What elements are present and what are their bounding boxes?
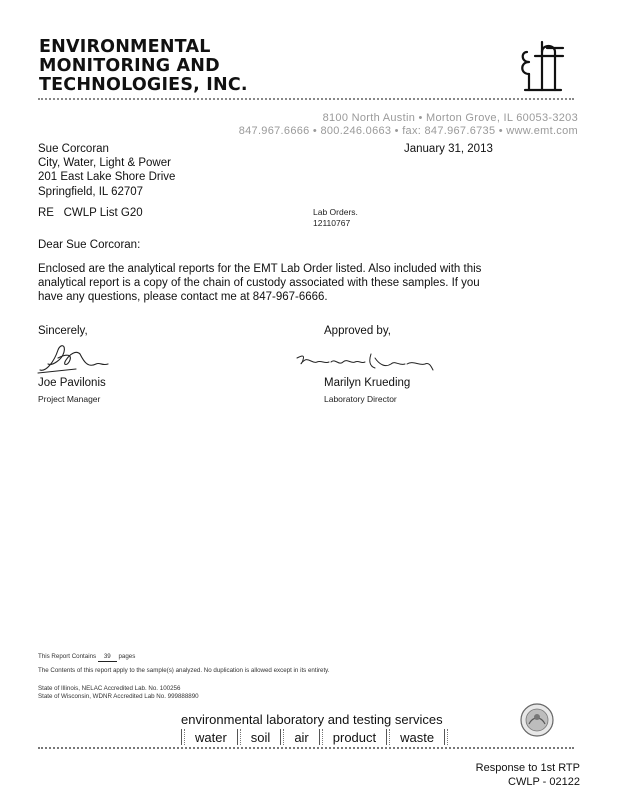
services-list — [181, 729, 448, 745]
report-suffix: pages — [118, 653, 136, 660]
signer-left-title: Project Manager — [38, 394, 101, 404]
accreditation — [38, 685, 199, 701]
re-label: RE — [38, 207, 54, 219]
lab-orders-label: Lab Orders. — [313, 207, 358, 217]
report-prefix: This Report Contains — [38, 653, 97, 660]
letterhead-rule — [38, 98, 574, 100]
recipient-org: City, Water, Light & Power — [38, 157, 171, 170]
accreditation-wisconsin: State of Wisconsin, WDNR Accredited Lab No. 999888890 — [38, 693, 199, 700]
stamp-line-1: Response to 1st RTP — [475, 762, 580, 774]
lab-orders — [313, 207, 358, 229]
service-divider — [444, 729, 448, 745]
service-soil: soil — [250, 729, 271, 745]
closing-left: Sincerely, — [38, 325, 88, 337]
recipient-street: 201 East Lake Shore Drive — [38, 171, 176, 184]
re-line — [38, 206, 143, 220]
re-value: CWLP List G20 — [63, 207, 143, 219]
signer-left-name: Joe Pavilonis — [38, 377, 106, 389]
lab-orders-number: 12110767 — [313, 218, 351, 228]
signer-right-title: Laboratory Director — [324, 394, 397, 404]
signature-krueding — [295, 350, 435, 376]
service-water: water — [195, 729, 227, 745]
body-line-1: Enclosed are the analytical reports for the EMT Lab Order listed. Also included with this — [38, 263, 482, 275]
company-address: 8100 North Austin • Morton Grove, IL 60053-3203 — [322, 112, 578, 124]
emt-logo-icon — [517, 38, 567, 94]
company-name — [39, 38, 248, 95]
recipient-block — [38, 142, 175, 199]
services-title: environmental laboratory and testing services — [181, 712, 443, 727]
company-line-1: ENVIRONMENTAL — [39, 37, 211, 57]
company-line-2: MONITORING AND — [39, 56, 220, 76]
stamp-line-2: CWLP - 02122 — [508, 776, 580, 788]
report-page-count — [38, 653, 135, 662]
service-waste: waste — [400, 729, 435, 745]
page-count: 39 — [98, 653, 117, 662]
footer-rule — [38, 747, 574, 749]
signer-right-name: Marilyn Krueding — [324, 377, 411, 389]
closing-right: Approved by, — [324, 325, 391, 337]
company-line-3: TECHNOLOGIES, INC. — [39, 75, 248, 95]
salutation: Dear Sue Corcoran: — [38, 239, 141, 251]
body-line-3: have any questions, please contact me at 847-967-6666. — [38, 291, 328, 304]
service-product: product — [332, 729, 377, 745]
report-disclaimer: The Contents of this report apply to the sample(s) analyzed. No duplication is allowed except in its entirety. — [38, 667, 330, 674]
company-contacts: 847.967.6666 • 800.246.0663 • fax: 847.967.6735 • www.emt.com — [238, 125, 578, 137]
service-air: air — [294, 729, 309, 745]
accreditation-seal-icon — [519, 702, 555, 738]
signature-pavilonis — [36, 340, 116, 376]
letter-date: January 31, 2013 — [404, 143, 493, 155]
body-line-2: analytical report is a copy of the chain of custody associated with these samples. If you — [38, 277, 480, 290]
letter-body — [38, 262, 481, 305]
recipient-city: Springfield, IL 62707 — [38, 185, 144, 198]
response-stamp — [476, 761, 580, 789]
accreditation-illinois: State of Illinois, NELAC Accredited Lab. No. 100256 — [38, 685, 181, 692]
recipient-name: Sue Corcoran — [38, 143, 109, 155]
